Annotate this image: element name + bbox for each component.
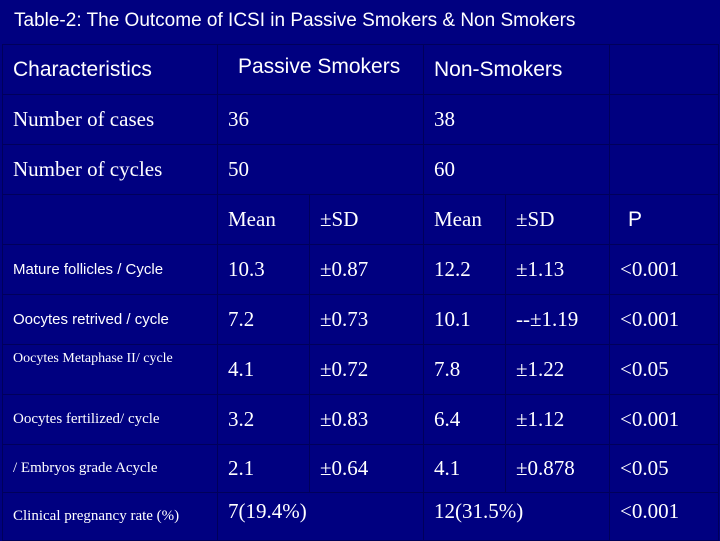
- non-mean: 10.1: [424, 295, 506, 345]
- header-row: [3, 45, 719, 95]
- passive-mean: 3.2: [218, 395, 310, 445]
- row-label: / Embryos grade Acycle: [3, 445, 218, 493]
- cases-passive: 36: [218, 95, 424, 145]
- non-sd: ±1.12: [506, 395, 610, 445]
- passive-mean: 10.3: [218, 245, 310, 295]
- pregnancy-row: [3, 493, 719, 541]
- non-mean: 7.8: [424, 345, 506, 395]
- cycles-label: Number of cycles: [3, 145, 218, 195]
- pregnancy-p-value: <0.001: [610, 493, 719, 541]
- p-value: <0.001: [610, 295, 719, 345]
- non-mean: 6.4: [424, 395, 506, 445]
- passive-sd: ±0.72: [310, 345, 424, 395]
- passive-smokers-header: Passive Smokers: [218, 45, 424, 95]
- table-row: [3, 395, 719, 445]
- passive-sd: ±0.73: [310, 295, 424, 345]
- passive-sd: ±0.64: [310, 445, 424, 493]
- pregnancy-label: Clinical pregnancy rate (%): [3, 493, 218, 541]
- row-label: Oocytes fertilized/ cycle: [3, 395, 218, 445]
- sd-non-header: ±SD: [506, 195, 610, 245]
- passive-mean: 2.1: [218, 445, 310, 493]
- cases-row: [3, 95, 719, 145]
- cycles-passive: 50: [218, 145, 424, 195]
- row-label: Oocytes retrived / cycle: [3, 295, 218, 345]
- p-value: <0.05: [610, 445, 719, 493]
- non-sd: ±1.22: [506, 345, 610, 395]
- table-row: [3, 445, 719, 493]
- cases-non: 38: [424, 95, 610, 145]
- cycles-row: [3, 145, 719, 195]
- table-row: [3, 295, 719, 345]
- passive-mean: 7.2: [218, 295, 310, 345]
- non-mean: 12.2: [424, 245, 506, 295]
- non-mean: 4.1: [424, 445, 506, 493]
- passive-mean: 4.1: [218, 345, 310, 395]
- non-sd: ±1.13: [506, 245, 610, 295]
- non-sd: --±1.19: [506, 295, 610, 345]
- row-label: Oocytes Metaphase II/ cycle: [3, 345, 218, 395]
- table-title: Table-2: The Outcome of ICSI in Passive Smokers & Non Smokers: [14, 10, 576, 31]
- p-value: <0.001: [610, 245, 719, 295]
- subheader-row: [3, 195, 719, 245]
- pregnancy-non: 12(31.5%): [424, 493, 610, 541]
- p-value: <0.05: [610, 345, 719, 395]
- outcome-table: [2, 44, 719, 541]
- non-sd: ±0.878: [506, 445, 610, 493]
- cases-label: Number of cases: [3, 95, 218, 145]
- row-label: Mature follicles / Cycle: [3, 245, 218, 295]
- empty-subheader-cell: [3, 195, 218, 245]
- passive-sd: ±0.87: [310, 245, 424, 295]
- table-row: [3, 345, 719, 395]
- cycles-non: 60: [424, 145, 610, 195]
- pregnancy-passive: 7(19.4%): [218, 493, 424, 541]
- empty-cell: [610, 95, 719, 145]
- empty-cell: [610, 145, 719, 195]
- mean-passive-header: Mean: [218, 195, 310, 245]
- table-row: [3, 245, 719, 295]
- sd-passive-header: ±SD: [310, 195, 424, 245]
- mean-non-header: Mean: [424, 195, 506, 245]
- characteristics-header: Characteristics: [3, 45, 218, 95]
- passive-sd: ±0.83: [310, 395, 424, 445]
- p-header: P: [610, 195, 719, 245]
- non-smokers-header: Non-Smokers: [424, 45, 610, 95]
- empty-header-cell: [610, 45, 719, 95]
- p-value: <0.001: [610, 395, 719, 445]
